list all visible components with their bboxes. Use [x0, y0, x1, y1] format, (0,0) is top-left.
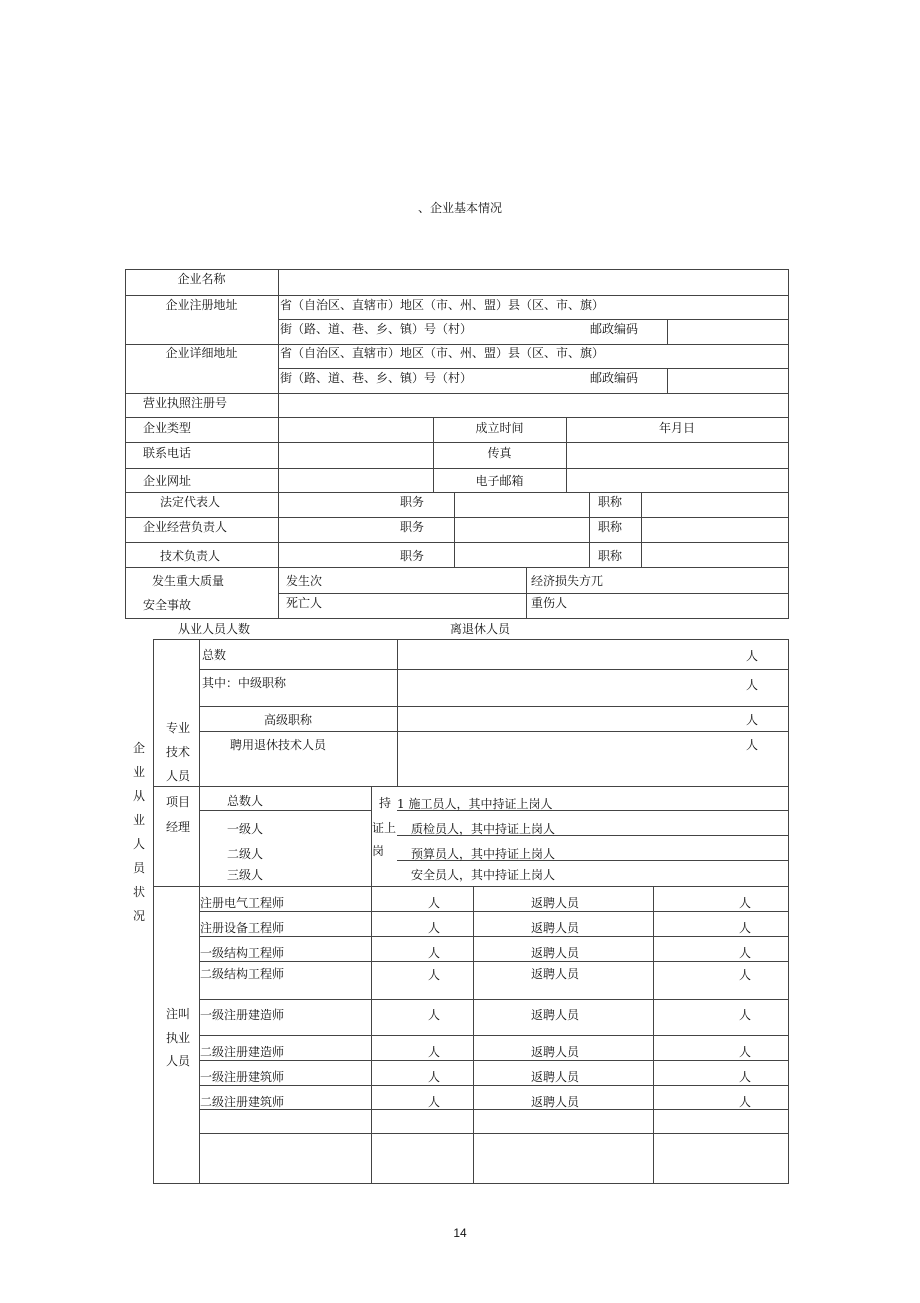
cert-label-1: 持: [379, 796, 392, 810]
reg-row-rehired-unit: 人: [739, 1008, 752, 1022]
economic-loss-label: 经济损失方兀: [531, 574, 604, 588]
deaths-label: 死亡人: [286, 596, 323, 610]
tech-head-position-label: 职务: [400, 549, 425, 563]
pm-label-2: 经理: [166, 820, 191, 834]
reg-row-unit: 人: [428, 1070, 441, 1084]
reg-row-label: 二级结构工程师: [200, 967, 285, 981]
reg-row-unit: 人: [428, 921, 441, 935]
reg-row-label: 二级注册建造师: [200, 1045, 285, 1059]
reg-row-rehired: 返聘人员: [531, 1070, 580, 1084]
tech-head-label: 技术负责人: [160, 549, 221, 563]
injuries-label: 重伤人: [531, 596, 568, 610]
reg-label-3: 人员: [166, 1054, 191, 1068]
accident-label-1: 发生重大质量: [152, 574, 225, 588]
hired-retired-unit: 人: [746, 738, 759, 752]
cert-row-construction: 1 施工员人，其中持证上岗人: [397, 797, 553, 811]
reg-label-2: 执业: [166, 1031, 191, 1045]
ops-head-position-label: 职务: [400, 520, 425, 534]
reg-row-rehired-unit: 人: [739, 946, 752, 960]
accident-label-2: 安全事故: [143, 598, 192, 612]
cert-row-budget: 预算员人，其中持证上岗人: [411, 847, 556, 861]
reg-row-rehired: 返聘人员: [531, 921, 580, 935]
pm-total-label: 总数人: [227, 794, 264, 808]
staff-count-label: 从业人员人数: [178, 622, 251, 636]
senior-title-label: 高级职称: [264, 713, 313, 727]
reg-row-unit: 人: [428, 1095, 441, 1109]
reg-row-label: 注册电气工程师: [200, 896, 285, 910]
reg-row-label: 一级结构工程师: [200, 946, 285, 960]
company-type-label: 企业类型: [143, 421, 192, 435]
reg-row-rehired: 返聘人员: [531, 1008, 580, 1022]
occur-times-label: 发生次: [286, 574, 323, 588]
retired-label: 离退休人员: [450, 622, 511, 636]
reg-row-unit: 人: [428, 1045, 441, 1059]
reg-row-rehired-unit: 人: [739, 1070, 752, 1084]
pm-level3-label: 三级人: [227, 868, 264, 882]
ops-head-rank-label: 职称: [598, 520, 623, 534]
reg-row-rehired: 返聘人员: [531, 946, 580, 960]
pm-level2-label: 二级人: [227, 847, 264, 861]
reg-row-rehired-unit: 人: [739, 896, 752, 910]
staff-section-label: 企业从业人员状况: [132, 741, 145, 923]
tech-label-1: 专业: [166, 721, 191, 735]
reg-row-unit: 人: [428, 896, 441, 910]
reg-address-label: 企业注册地址: [165, 298, 238, 312]
reg-row-rehired-unit: 人: [739, 1045, 752, 1059]
pm-label-1: 项目: [166, 795, 191, 809]
reg-row-rehired-unit: 人: [739, 968, 752, 982]
reg-row-rehired-unit: 人: [739, 921, 752, 935]
page-number: 14: [453, 1226, 467, 1240]
reg-row-rehired-unit: 人: [739, 1095, 752, 1109]
website-label: 企业网址: [143, 474, 192, 488]
hired-retired-label: 聘用退休技术人员: [230, 738, 327, 752]
license-no-label: 营业执照注册号: [143, 396, 228, 410]
reg-address-line2: 街（路、道、巷、乡、镇）号（村）: [280, 322, 473, 336]
reg-row-unit: 人: [428, 968, 441, 982]
reg-row-rehired: 返聘人员: [531, 896, 580, 910]
legal-rep-label: 法定代表人: [160, 495, 221, 509]
reg-row-rehired: 返聘人员: [531, 967, 580, 981]
page-title: 、企业基本情况: [417, 201, 502, 215]
tech-total-label: 总数: [202, 648, 227, 662]
legal-rep-position-label: 职务: [400, 495, 425, 509]
legal-rep-rank-label: 职称: [598, 495, 623, 509]
detail-address-label: 企业详细地址: [165, 346, 238, 360]
cert-row-safety: 安全员人，其中持证上岗人: [411, 868, 556, 882]
reg-row-label: 注册设备工程师: [200, 921, 285, 935]
tech-head-rank-label: 职称: [598, 549, 623, 563]
company-name-label: 企业名称: [177, 272, 226, 286]
tech-total-unit: 人: [746, 649, 759, 663]
founded-label: 成立时间: [475, 421, 524, 435]
mid-title-label: 其中：中级职称: [202, 676, 287, 690]
cert-label-3: 岗: [372, 844, 385, 858]
reg-row-rehired: 返聘人员: [531, 1045, 580, 1059]
detail-address-line2: 街（路、道、巷、乡、镇）号（村）: [280, 371, 473, 385]
reg-postcode-label: 邮政编码: [590, 322, 639, 336]
cert-label-2: 证上: [372, 821, 397, 835]
email-label: 电子邮箱: [475, 474, 524, 488]
reg-row-unit: 人: [428, 946, 441, 960]
reg-row-rehired: 返聘人员: [531, 1095, 580, 1109]
pm-level1-label: 一级人: [227, 822, 264, 836]
founded-date-unit: 年月日: [658, 421, 695, 435]
reg-address-line1: 省（自治区、直辖市）地区（市、州、盟）县（区、市、旗）: [280, 298, 605, 312]
phone-label: 联系电话: [143, 446, 192, 460]
detail-address-line1: 省（自治区、直辖市）地区（市、州、盟）县（区、市、旗）: [280, 346, 605, 360]
ops-head-label: 企业经营负责人: [143, 520, 228, 534]
detail-postcode-label: 邮政编码: [590, 371, 639, 385]
senior-title-unit: 人: [746, 713, 759, 727]
reg-row-label: 一级注册建筑师: [200, 1070, 285, 1084]
fax-label: 传真: [487, 446, 512, 460]
mid-title-unit: 人: [746, 678, 759, 692]
cert-row-quality: 质检员人，其中持证上岗人: [411, 822, 556, 836]
reg-row-label: 一级注册建造师: [200, 1008, 285, 1022]
reg-label-1: 注叫: [166, 1007, 191, 1021]
reg-row-unit: 人: [428, 1008, 441, 1022]
tech-label-2: 技术: [166, 745, 191, 759]
tech-label-3: 人员: [166, 769, 191, 783]
reg-row-label: 二级注册建筑师: [200, 1095, 285, 1109]
